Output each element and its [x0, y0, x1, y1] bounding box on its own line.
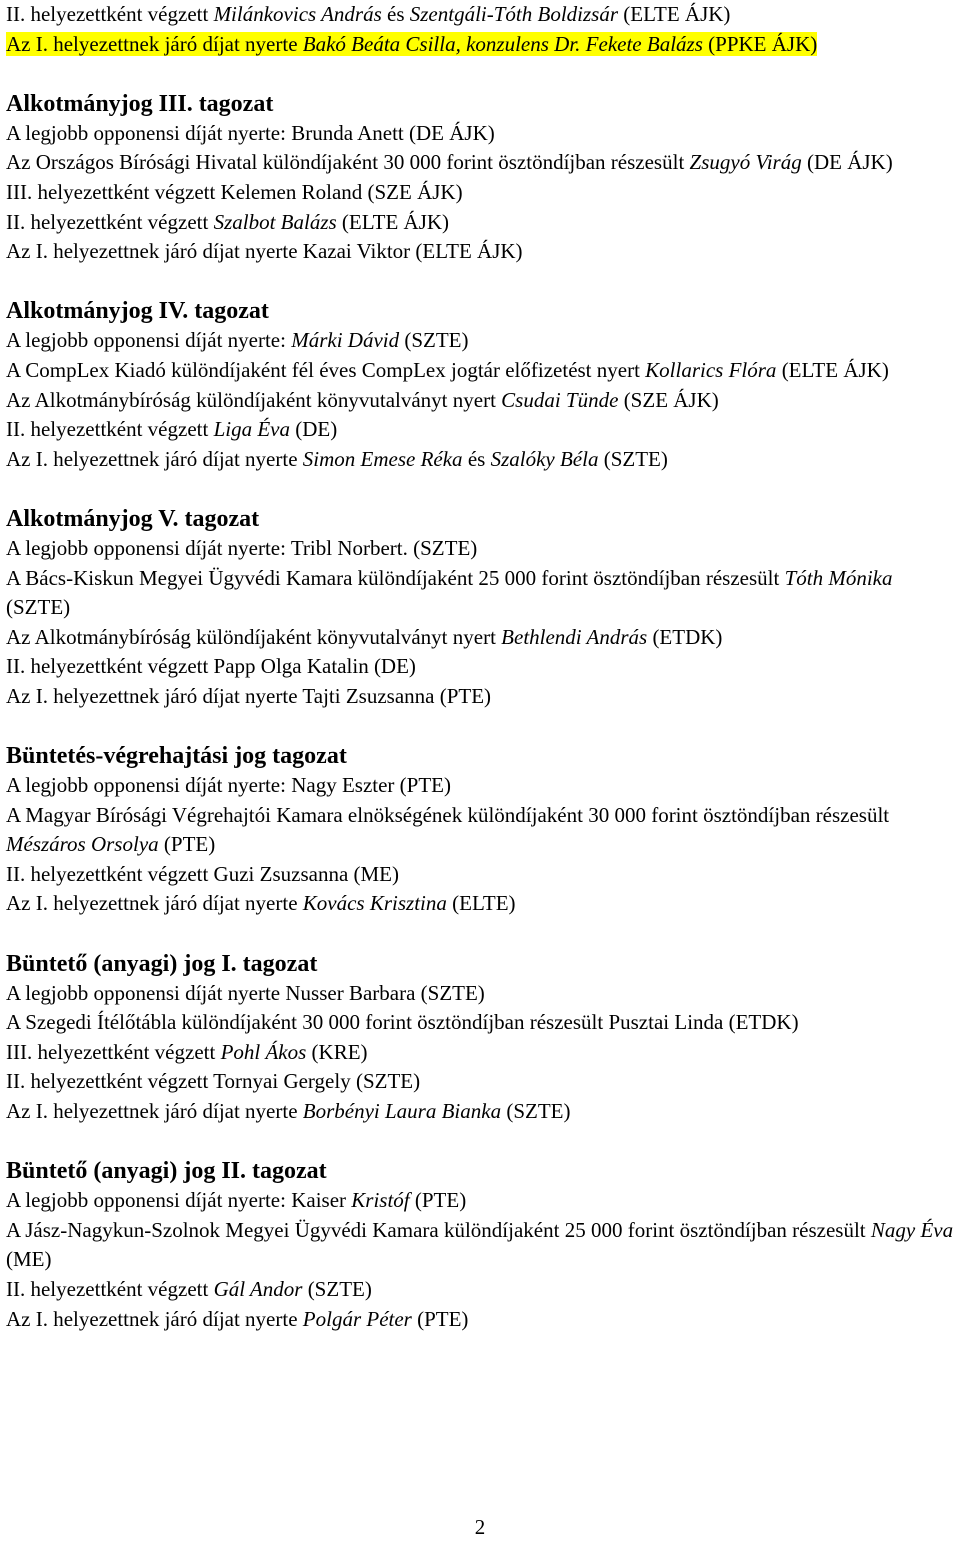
section-heading: Büntető (anyagi) jog II. tagozat: [6, 1158, 327, 1185]
text-line: Az Alkotmánybíróság különdíjaként könyvutalványt nyert Bethlendi András (ETDK): [6, 624, 723, 649]
text-line: II. helyezettként végzett Guzi Zsuzsanna (ME): [6, 861, 400, 886]
text-line: A Szegedi Ítélőtábla különdíjaként 30 000 forint ösztöndíjban részesült Pusztai Linda (ETDK): [6, 1010, 799, 1035]
text-line: A legjobb opponensi díját nyerte: Tribl Norbert. (SZTE): [6, 535, 478, 560]
text-line: A Magyar Bírósági Végrehajtói Kamara elnökségének különdíjaként 30 000 forint ösztöndíjban részesült Mészáros Orsolya (PTE): [6, 802, 890, 857]
text-line: III. helyezettként végzett Pohl Ákos (KRE): [6, 1039, 368, 1064]
text-line: A legjobb opponensi díját nyerte: Márki Dávid (SZTE): [6, 328, 469, 353]
text-line: A CompLex Kiadó különdíjaként fél éves CompLex jogtár előfizetést nyert Kollarics Flóra (ELTE ÁJK): [6, 357, 889, 382]
text-line: II. helyezettként végzett Papp Olga Katalin (DE): [6, 654, 416, 679]
text-line: Az Alkotmánybíróság különdíjaként könyvutalványt nyert Csudai Tünde (SZE ÁJK): [6, 387, 719, 412]
text-line: III. helyezettként végzett Kelemen Roland (SZE ÁJK): [6, 179, 463, 204]
section-heading: Alkotmányjog III. tagozat: [6, 90, 274, 117]
text-line: A legjobb opponensi díját nyerte: Brunda Anett (DE ÁJK): [6, 120, 495, 145]
text-line: Az I. helyezettnek járó díjat nyerte Borbényi Laura Bianka (SZTE): [6, 1099, 571, 1123]
text-line: Az I. helyezettnek járó díjat nyerte Tajti Zsuzsanna (PTE): [6, 683, 492, 708]
section-heading: Alkotmányjog V. tagozat: [6, 505, 260, 532]
text-line: II. helyezettként végzett Gál Andor (SZTE): [6, 1276, 372, 1301]
text-line: A legjobb opponensi díját nyerte: Kaiser Kristóf (PTE): [6, 1188, 467, 1213]
text-line: II. helyezettként végzett Liga Éva (DE): [6, 417, 338, 442]
section-heading: Büntetés-végrehajtási jog tagozat: [6, 743, 347, 770]
section-heading: Büntető (anyagi) jog I. tagozat: [6, 950, 318, 977]
text-line: II. helyezettként végzett Milánkovics András és Szentgáli-Tóth Boldizsár (ELTE ÁJK): [6, 2, 731, 26]
highlighted-line: Az I. helyezettnek járó díjat nyerte Bakó Beáta Csilla, konzulens Dr. Fekete Balázs (PPKE ÁJK): [6, 31, 818, 56]
text-line: A legjobb opponensi díját nyerte: Nagy Eszter (PTE): [6, 773, 451, 798]
text-line: Az I. helyezettnek járó díjat nyerte Kovács Krisztina (ELTE): [6, 891, 516, 916]
text-line: A Bács-Kiskun Megyei Ügyvédi Kamara különdíjaként 25 000 forint ösztöndíjban részesült Tóth Mónika (SZTE): [6, 565, 893, 620]
text-line: A Jász-Nagykun-Szolnok Megyei Ügyvédi Kamara különdíjaként 25 000 forint ösztöndíjban részesült Nagy Éva (ME): [6, 1217, 954, 1272]
section-heading: Alkotmányjog IV. tagozat: [6, 298, 269, 325]
text-line: Az I. helyezettnek járó díjat nyerte Kazai Viktor (ELTE ÁJK): [6, 239, 523, 264]
text-line: II. helyezettként végzett Szalbot Balázs (ELTE ÁJK): [6, 209, 450, 234]
text-line: Az Országos Bírósági Hivatal különdíjaként 30 000 forint ösztöndíjban részesült Zsugyó Virág (DE ÁJK): [6, 150, 893, 175]
text-line: Az I. helyezettnek járó díjat nyerte Simon Emese Réka és Szalóky Béla (SZTE): [6, 446, 668, 471]
text-line: A legjobb opponensi díját nyerte Nusser Barbara (SZTE): [6, 980, 485, 1005]
text-line: II. helyezettként végzett Tornyai Gergely (SZTE): [6, 1069, 421, 1094]
page-number: 2: [474, 1515, 486, 1539]
text-line: Az I. helyezettnek járó díjat nyerte Polgár Péter (PTE): [6, 1306, 469, 1331]
document-page: [6, 0, 956, 1334]
